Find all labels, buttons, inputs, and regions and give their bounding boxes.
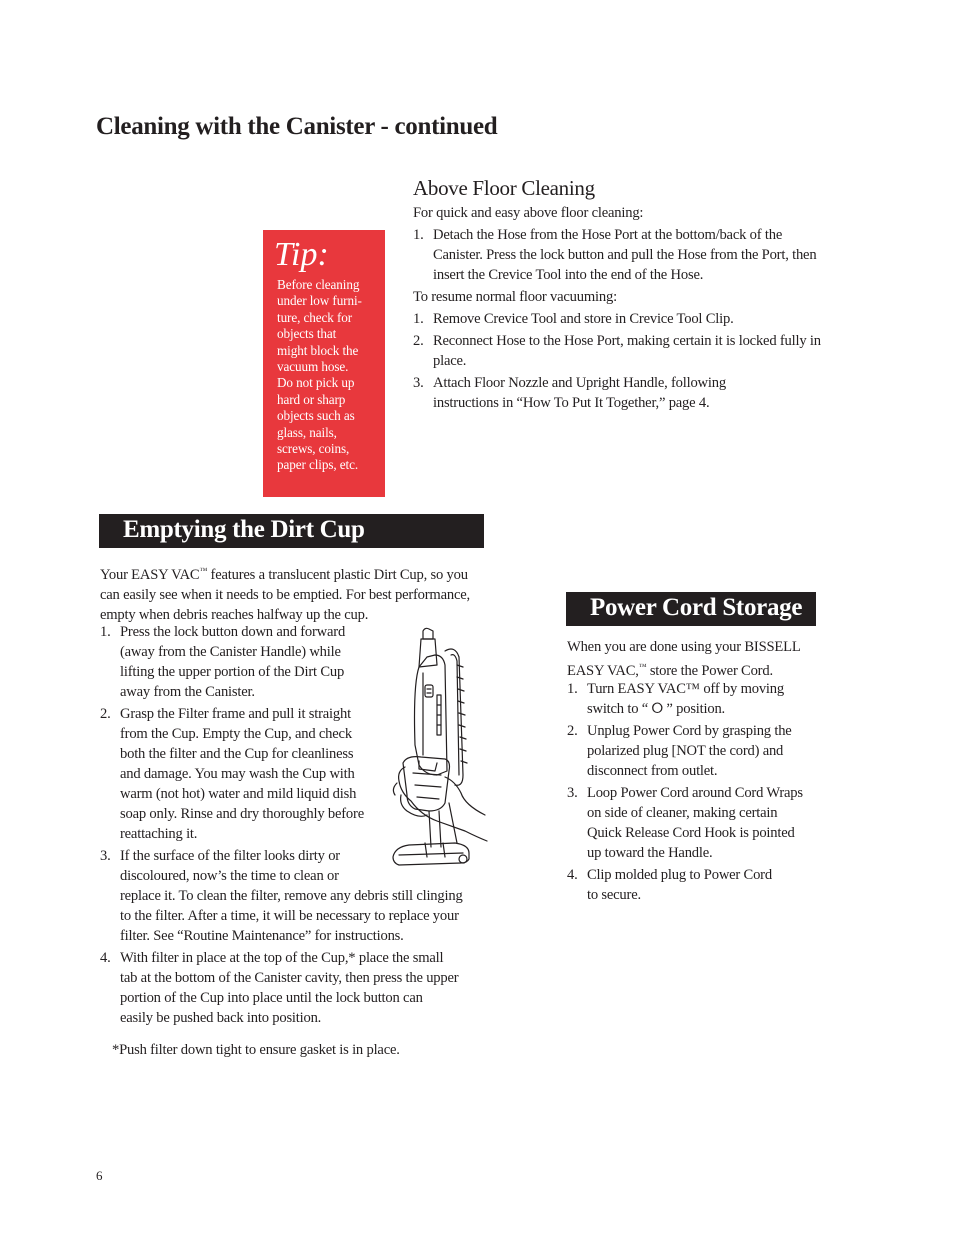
above-floor-title: Above Floor Cleaning [413, 176, 595, 200]
page-number: 6 [96, 1168, 103, 1183]
tip-box [263, 230, 385, 497]
cord-storage-title-bar [566, 592, 816, 626]
list-item: 3. Attach Floor Nozzle and Upright Handle, following instructions in “How To Put It Together,” page 4. [413, 375, 726, 411]
resume-steps [413, 309, 833, 413]
list-item: 1. Turn EASY VAC™ off by moving switch to “ ⭘ ” position. [567, 681, 784, 717]
dirt-cup-title-bar [99, 514, 484, 548]
above-floor-section [413, 176, 833, 415]
list-item: 4. Clip molded plug to Power Cord to secure. [567, 867, 772, 903]
list-item: 4. With filter in place at the top of the Cup,* place the small tab at the bottom of the Canister cavity, then press the upper portion of the Cup into place until the lock button can easily be pushed back into position. [100, 950, 459, 1026]
vacuum-illustration [385, 625, 490, 870]
list-item: 2. Unplug Power Cord by grasping the polarized plug [NOT the cord) and disconnect from outlet. [567, 723, 792, 779]
list-item: 3. Loop Power Cord around Cord Wraps on side of cleaner, making certain Quick Release Cord Hook is pointed up toward the Handle. [567, 785, 803, 861]
above-floor-intro: For quick and easy above floor cleaning: [413, 205, 644, 221]
cord-storage-title: Power Cord Storage [590, 594, 803, 621]
list-item: 2. Grasp the Filter frame and pull it straight from the Cup. Empty the Cup, and check both the filter and the Cup for cleanliness and damage. You may wash the Cup with warm (not hot) water and mild liquid dish soap only. Rinse and dry thoroughly before reattaching it. [100, 706, 364, 842]
list-item: 1. Remove Crevice Tool and store in Crevice Tool Clip. [413, 311, 734, 327]
dirt-cup-intro: Your EASY VAC™ features a translucent plastic Dirt Cup, so you can easily see when it needs to be emptied. For best performance, empty when debris reaches halfway up the cup. [100, 566, 470, 623]
above-floor-steps [413, 225, 833, 285]
tip-title: Tip: [274, 236, 329, 273]
cord-storage-steps [567, 679, 827, 907]
resume-intro: To resume normal floor vacuuming: [413, 289, 617, 305]
list-item: 1. Detach the Hose from the Hose Port at the bottom/back of the Canister. Press the lock button and pull the Hose from the Port, then insert the Crevice Tool into the end of the Hose. [413, 227, 817, 283]
page-title: Cleaning with the Canister - continued [96, 113, 498, 140]
footnote: *Push filter down tight to ensure gasket is in place. [112, 1042, 400, 1058]
dirt-cup-title: Emptying the Dirt Cup [123, 516, 365, 543]
list-item: 3. If the surface of the filter looks dirty or discoloured, now’s the time to clean or replace it. To clean the filter, remove any debris still clinging to the filter. After a time, it will be necessary to replace your filter. See “Routine Maintenance” for instructions. [100, 848, 463, 944]
tip-text: Before cleaning under low furni- ture, check for objects that might block the vacuum hose. Do not pick up hard or sharp objects such as glass, nails, screws, coins, paper clips, etc. [277, 277, 362, 473]
cord-storage-intro: When you are done using your BISSELL EASY VAC,™ store the Power Cord. [567, 639, 801, 679]
list-item: 1. Press the lock button down and forward (away from the Canister Handle) while lifting the upper portion of the Dirt Cup away from the Canister. [100, 624, 346, 700]
list-item: 2. Reconnect Hose to the Hose Port, making certain it is locked fully in place. [413, 333, 821, 369]
